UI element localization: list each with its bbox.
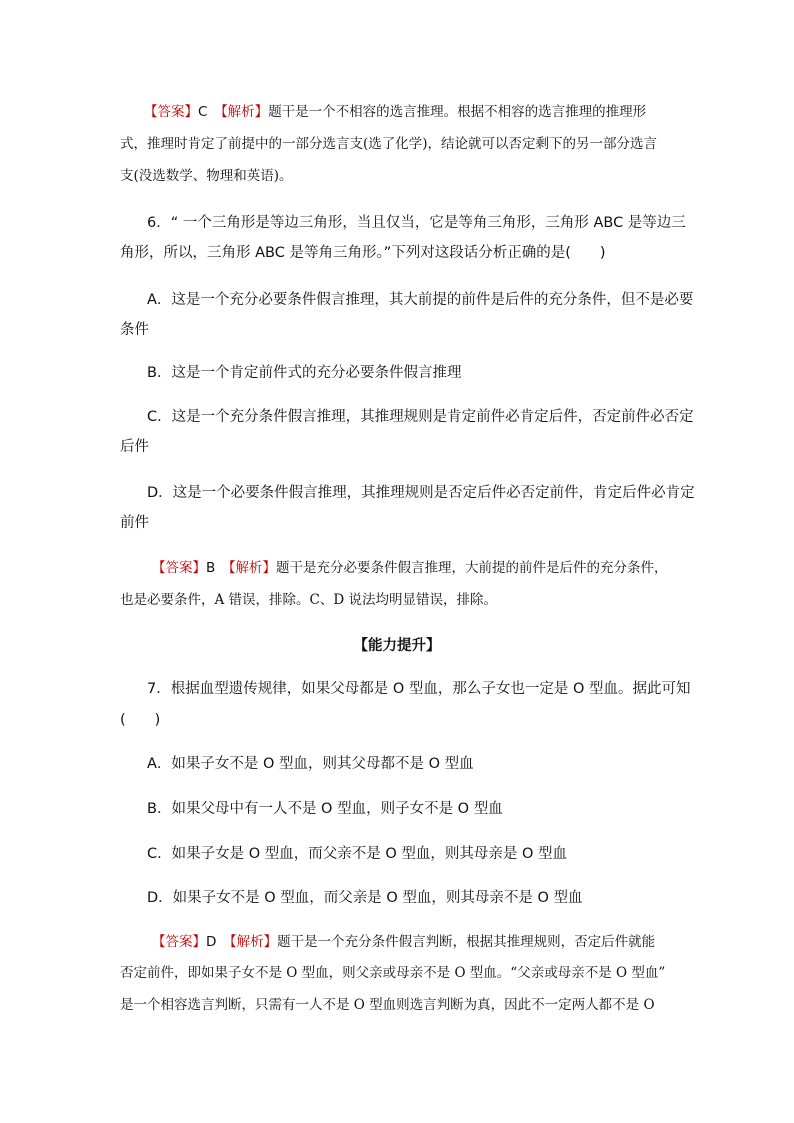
answer-choice: C (198, 104, 208, 120)
line-text: A．如果子女不是 O 型血，则其父母都不是 O 型血 (147, 756, 474, 772)
question-line (120, 244, 606, 262)
answer-line (120, 559, 668, 577)
question-line (120, 889, 583, 907)
analysis-label: 【解析】 (220, 104, 269, 120)
answer-line (120, 103, 646, 121)
answer-line (120, 964, 665, 982)
answer-choice: D (206, 934, 217, 950)
section-title: 【能力提升】 (353, 638, 441, 654)
question-line (120, 514, 149, 532)
question-line (120, 800, 503, 818)
line-text: D．如果子女不是 O 型血，而父亲是 O 型血，则其母亲不是 O 型血 (147, 890, 583, 906)
line-text: 角形，所以，三角形 ABC 是等角三角形。”下列对这段话分析正确的是( ) (120, 245, 606, 261)
line-text: 条件 (120, 322, 149, 338)
line-text: 题干是一个不相容的选言推理。根据不相容的选言推理的推理形 (268, 104, 647, 120)
line-text: A．这是一个充分必要条件假言推理，其大前提的前件是后件的充分条件，但不是必要 (147, 292, 694, 308)
line-text: 题干是一个充分条件假言判断，根据其推理规则，否定后件就能 (277, 934, 656, 950)
question-line (120, 438, 149, 456)
line-text: ( ) (120, 712, 161, 728)
question-line (120, 214, 686, 232)
question-line (120, 291, 693, 309)
line-text: 也是必要条件，A 错误，排除。C、D 说法均明显错误，排除。 (120, 592, 497, 608)
line-text: 后件 (120, 439, 149, 455)
question-line (120, 321, 149, 339)
line-text: D．这是一个必要条件假言推理，其推理规则是否定后件必否定前件，肯定后件必肯定 (147, 485, 695, 501)
answer-label: 【答案】 (152, 560, 206, 576)
question-line (120, 408, 694, 426)
line-text: 否定前件，即如果子女不是 O 型血，则父亲或母亲不是 O 型血。“父亲或母亲不是 O 型血” (120, 965, 666, 981)
answer-line (120, 135, 657, 153)
answer-label: 【答案】 (152, 934, 206, 950)
line-text: 是一个相容选言判断，只需有一人不是 O 型血则选言判断为真，因此不一定两人都不是 O (120, 997, 655, 1013)
line-text: 7．根据血型遗传规律，如果父母都是 O 型血，那么子女也一定是 O 型血。据此可知 (147, 681, 691, 697)
question-line (120, 680, 691, 698)
question-line (120, 755, 474, 773)
answer-choice: B (206, 560, 216, 576)
question-line (120, 484, 695, 502)
analysis-label: 【解析】 (228, 560, 277, 576)
line-text: 式，推理时肯定了前提中的一部分选言支(选了化学)，结论就可以否定剩下的另一部分选言 (120, 136, 658, 152)
answer-line (120, 933, 655, 951)
question-line (120, 711, 160, 729)
line-text: 题干是充分必要条件假言推理，大前提的前件是后件的充分条件， (276, 560, 668, 576)
line-text: B．这是一个肯定前件式的充分必要条件假言推理 (147, 365, 462, 381)
answer-line (120, 591, 497, 609)
line-text: C．如果子女是 O 型血，而父亲不是 O 型血，则其母亲是 O 型血 (147, 846, 568, 862)
line-text: 前件 (120, 515, 149, 531)
answer-label: 【答案】 (144, 104, 198, 120)
answer-line (120, 996, 655, 1014)
question-line (120, 845, 567, 863)
line-text: C．这是一个充分条件假言推理，其推理规则是肯定前件必肯定后件，否定前件必否定 (147, 409, 694, 425)
analysis-label: 【解析】 (229, 934, 278, 950)
line-text: 支(没选数学、物理和英语)。 (120, 168, 293, 184)
answer-line (120, 167, 293, 185)
line-text: B．如果父母中有一人不是 O 型血，则子女不是 O 型血 (147, 801, 503, 817)
question-line (120, 364, 461, 382)
line-text: 6．“ 一个三角形是等边三角形，当且仅当，它是等角三角形，三角形 ABC 是等边三 (147, 215, 686, 231)
